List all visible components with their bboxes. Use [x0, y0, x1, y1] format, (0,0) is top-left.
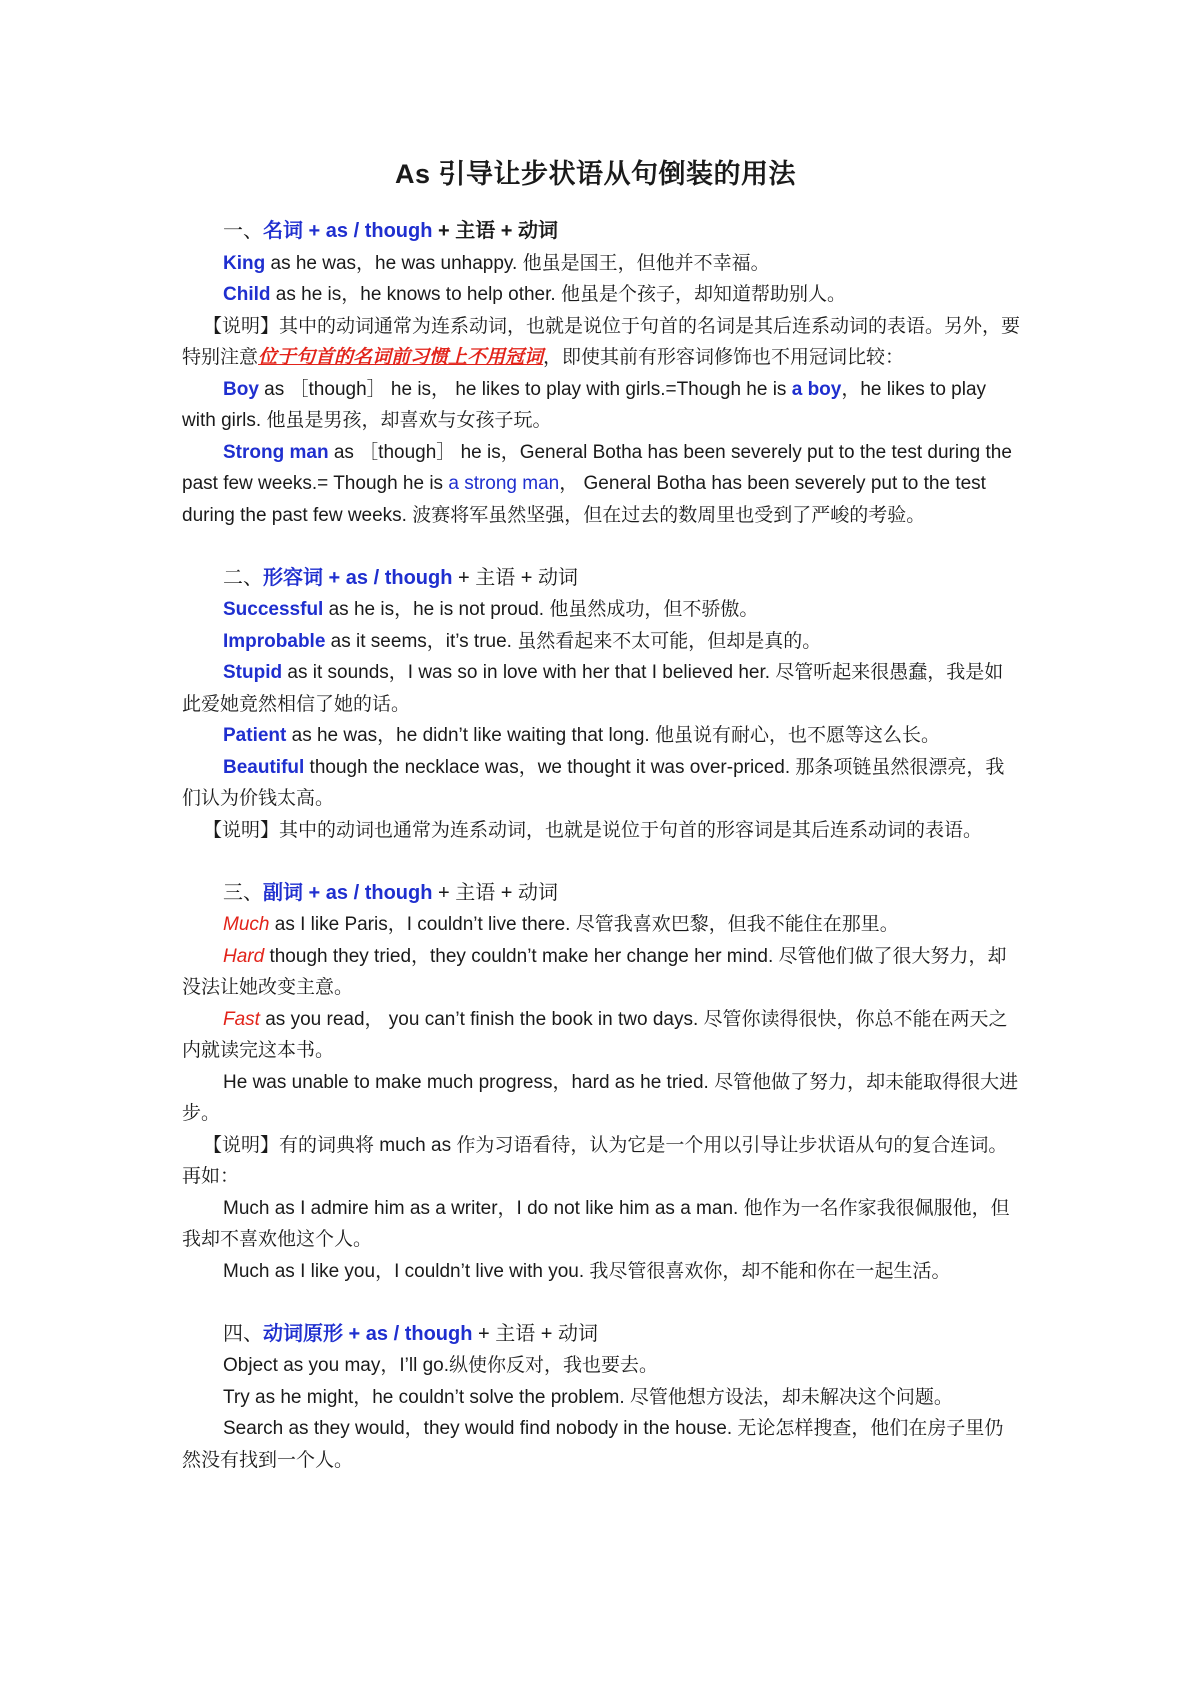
example-paragraph [182, 594, 1020, 626]
page-title: As 引导让步状语从句倒装的用法 [394, 159, 796, 189]
section-1-number: 一、 [223, 220, 263, 242]
example-text: though they tried，they couldn’t make her change her mind. 尽管他们做了很大努力，却没法让她改变主意。 [182, 945, 1007, 998]
keyword: Successful [223, 599, 324, 620]
example-paragraph: Much as I admire him as a writer，I do not like him as a man. 他作为一名作家我很佩服他，但我却不喜欢他这个人。 [182, 1197, 1010, 1250]
section-1-heading [182, 216, 1020, 248]
example-paragraph: He was unable to make much progress，hard as he tried. 尽管他做了努力，却未能取得很大进步。 [182, 1071, 1019, 1124]
keyword: Beautiful [223, 756, 305, 778]
example-paragraph [182, 909, 1020, 941]
example-paragraph: Search as they would，they would find nobody in the house. 无论怎样搜查，他们在房子里仍然没有找到一个人。 [182, 1418, 1004, 1471]
section-4-pattern-rest: + 主语 + 动词 [472, 1322, 599, 1345]
example-paragraph [182, 1004, 1020, 1067]
example-paragraph [182, 720, 1020, 752]
example-text: as he is，he is not proud. 他虽然成功，但不骄傲。 [323, 599, 759, 620]
section-1-pattern-rest: + 主语 + 动词 [432, 220, 559, 242]
example-text: as he was，he was unhappy. 他虽是国王，但他并不幸福。 [265, 252, 770, 274]
spacer [182, 1287, 1020, 1319]
example-paragraph [182, 437, 1020, 532]
section-3-heading [182, 878, 1020, 910]
example-paragraph: Much as I like you，I couldn’t live with you. 我尽管很喜欢你，却不能和你在一起生活。 [223, 1260, 951, 1282]
example-paragraph [182, 657, 1020, 720]
section-2-number: 二、 [223, 566, 263, 589]
section-2-pattern-rest: + 主语 + 动词 [452, 566, 579, 589]
section-3-pattern: 副词 + as / though [263, 881, 433, 904]
section-3-pattern-rest: + 主语 + 动词 [432, 881, 559, 904]
section-1-pattern: 名词 + as / though [263, 220, 433, 242]
note-paragraph: 【说明】有的词典将 much as 作为习语看待，认为它是一个用以引导让步状语从句的复合连词。再如： [182, 1134, 1008, 1187]
example-paragraph [182, 752, 1020, 815]
note-text: ，即使其前有形容词修饰也不用冠词比较： [543, 347, 905, 368]
example-text: though the necklace was，we thought it was over-priced. 那条项链虽然很漂亮，我们认为价钱太高。 [182, 756, 1005, 809]
keyword: a strong man [448, 473, 560, 494]
spacer [182, 531, 1020, 563]
section-3-number: 三、 [223, 881, 263, 904]
example-text: as he was，he didn’t like waiting that long. 他虽说有耐心，也不愿等这么长。 [286, 725, 940, 746]
keyword: Stupid [223, 662, 283, 683]
highlighted-rule: 位于句首的名词前习惯上不用冠词 [258, 347, 544, 368]
keyword: Patient [223, 725, 287, 746]
example-paragraph [182, 374, 1020, 437]
example-text: ， General Botha has been severely put to the test during the past few weeks. 波赛将军虽然坚强，但在过去的数周里也受到了严峻的考验。 [182, 473, 986, 526]
example-text: as ［though］ he is， he likes to play with girls.=Though he is [258, 378, 792, 400]
section-4-number: 四、 [223, 1322, 263, 1345]
keyword: Boy [223, 378, 259, 400]
keyword: Strong man [223, 441, 329, 463]
example-paragraph: Object as you may，I’ll go.纵使你反对，我也要去。 [223, 1355, 658, 1376]
example-text: as it seems，it’s true. 虽然看起来不太可能，但却是真的。 [325, 630, 822, 652]
example-text: as ［though］ he is，General Botha has been severely put to the test during the past few weeks.= Though he is [182, 441, 1012, 494]
example-paragraph [182, 248, 1020, 280]
example-text: as you read， you can’t finish the book in two days. 尽管你读得很快，你总不能在两天之内就读完这本书。 [182, 1008, 1008, 1061]
section-2-heading [182, 563, 1020, 595]
keyword: a boy [791, 378, 842, 400]
section-2-pattern: 形容词 + as / though [263, 566, 453, 589]
example-text: as it sounds，I was so in love with her that I believed her. 尽管听起来很愚蠢，我是如此爱她竟然相信了她的话。 [182, 662, 1004, 715]
note-paragraph [182, 311, 1020, 374]
example-paragraph [182, 626, 1020, 658]
note-text: 【说明】其中的动词通常为连系动词，也就是说位于句首的名词是其后连系动词的表语。另外，要特别注意 [182, 315, 1021, 368]
example-paragraph [182, 941, 1020, 1004]
example-paragraph [182, 279, 1020, 311]
example-text: as he is，he knows to help other. 他虽是个孩子，却知道帮助别人。 [270, 284, 846, 305]
example-text: ，he likes to play with girls. 他虽是男孩，却喜欢与女孩子玩。 [182, 378, 987, 431]
keyword: Improbable [223, 630, 326, 652]
keyword: Much [223, 914, 270, 935]
document-body [182, 216, 1020, 1476]
keyword: King [223, 252, 266, 274]
note-paragraph: 【说明】其中的动词也通常为连系动词，也就是说位于句首的形容词是其后连系动词的表语。 [203, 819, 983, 841]
keyword: Hard [223, 945, 265, 967]
keyword: Fast [223, 1008, 260, 1030]
keyword: Child [223, 284, 271, 305]
example-text: as I like Paris，I couldn’t live there. 尽管我喜欢巴黎，但我不能住在那里。 [269, 914, 899, 935]
section-4-heading [182, 1319, 1020, 1351]
spacer [182, 846, 1020, 878]
section-4-pattern: 动词原形 + as / though [263, 1322, 473, 1345]
example-paragraph: Try as he might，he couldn’t solve the problem. 尽管他想方设法，却未解决这个问题。 [223, 1386, 953, 1408]
